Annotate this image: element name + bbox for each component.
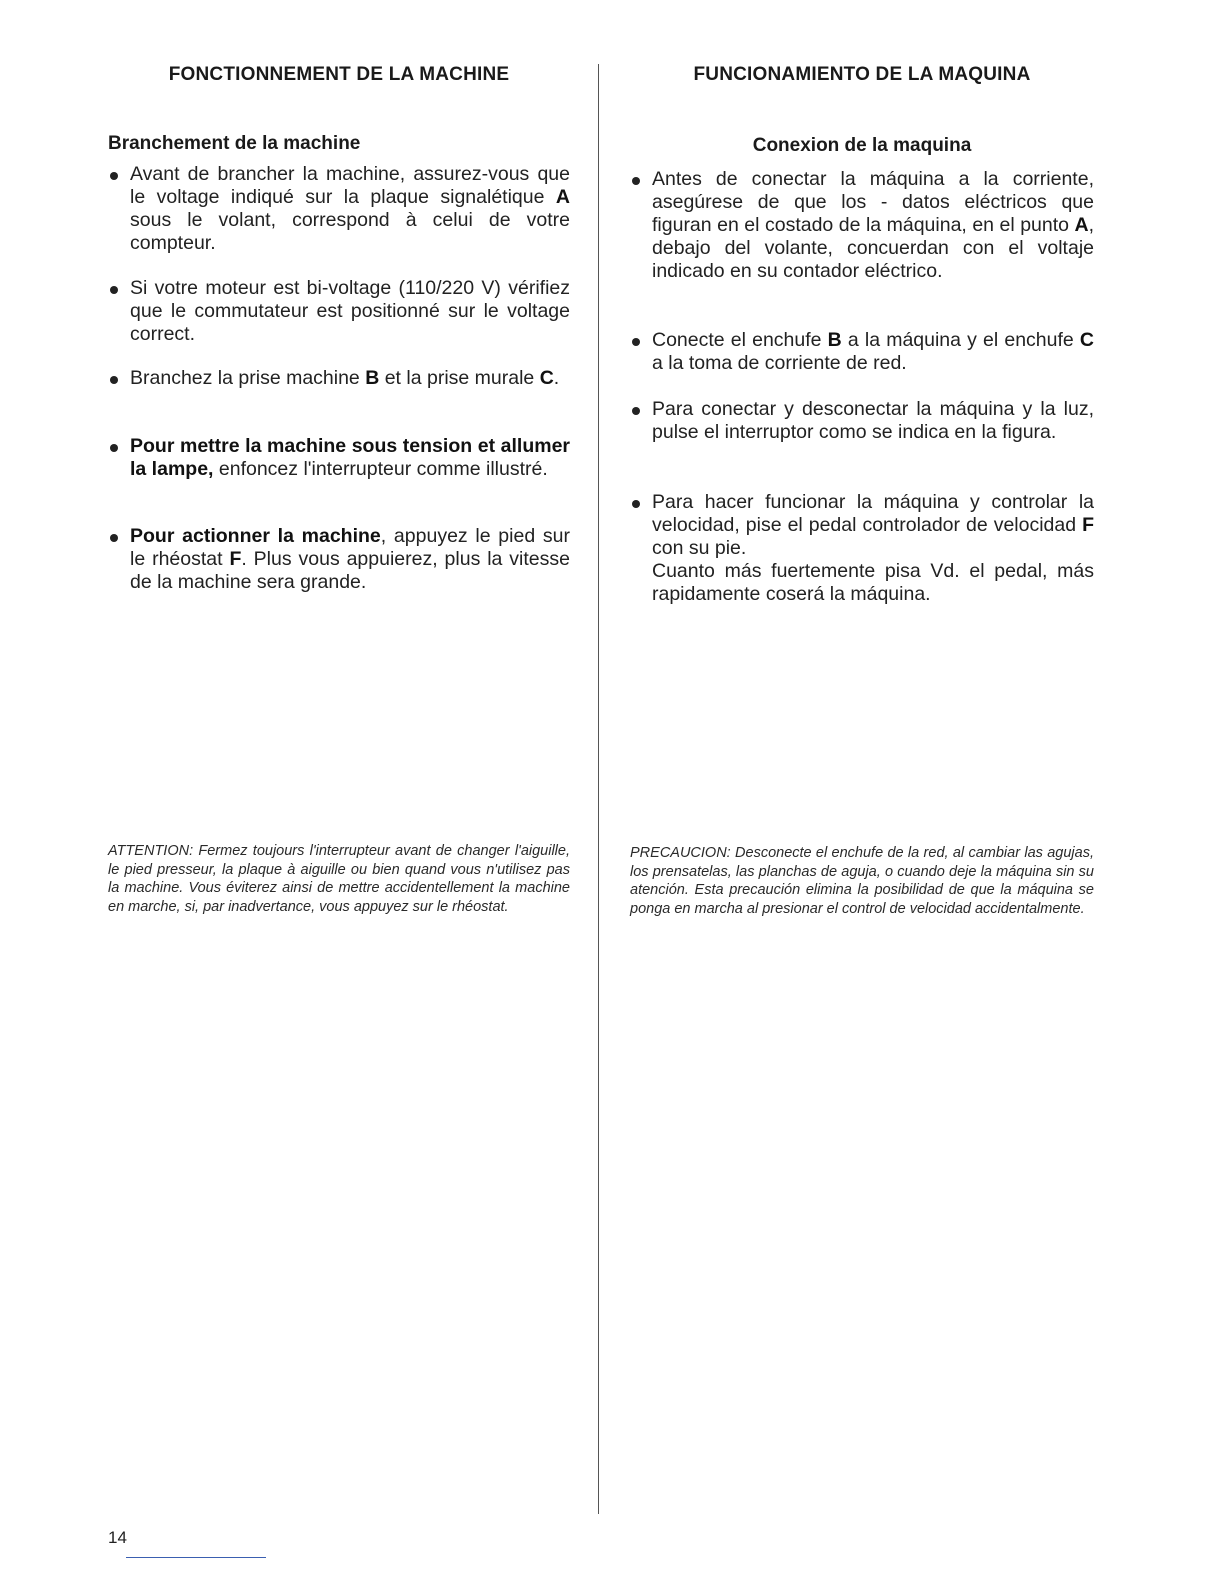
- bullet-dot-icon: [632, 407, 640, 415]
- spanish-column: [630, 0, 1094, 1584]
- bullet-dot-icon: [110, 376, 118, 384]
- bullet-dot-icon: [110, 172, 118, 180]
- column-divider: [598, 64, 599, 1514]
- bullet-dot-icon: [110, 286, 118, 294]
- french-bullet-3: Branchez la prise machine B et la prise murale C.: [108, 367, 570, 390]
- bullet-dot-icon: [632, 500, 640, 508]
- french-bullet-4: Pour mettre la machine sous tension et allumer la lampe, enfoncez l'interrupteur comme illustré.: [108, 435, 570, 481]
- spanish-bullet-4: Para hacer funcionar la máquina y controlar la velocidad, pise el pedal controlador de velocidad F con su pie. Cuanto más fuertemente pisa Vd. el pedal, más rapidamente coserá la máquina.: [630, 491, 1094, 606]
- bullet-dot-icon: [632, 338, 640, 346]
- french-bullet-5: Pour actionner la machine, appuyez le pied sur le rhéostat F. Plus vous appuierez, plus la vitesse de la machine sera grande.: [108, 525, 570, 594]
- french-bullet-2: Si votre moteur est bi-voltage (110/220 V) vérifiez que le commutateur est positionné sur le voltage correct.: [108, 277, 570, 346]
- spanish-subtitle: Conexion de la maquina: [752, 135, 972, 156]
- page-number: 14: [108, 1528, 127, 1547]
- french-section-title: FONCTIONNEMENT DE LA MACHINE: [168, 64, 510, 85]
- french-bullet-1: Avant de brancher la machine, assurez-vous que le voltage indiqué sur la plaque signalétique A sous le volant, correspond à celui de votre compteur.: [108, 163, 570, 255]
- spanish-bullet-1: Antes de conectar la máquina a la corriente, asegúrese de que los - datos eléctricos que figuran en el costado de la máquina, en el punto A, debajo del volante, concuerdan con el voltaje indicado en su contador eléctrico.: [630, 168, 1094, 283]
- french-subtitle: Branchement de la machine: [108, 133, 361, 154]
- bullet-dot-icon: [110, 444, 118, 452]
- bullet-dot-icon: [632, 177, 640, 185]
- footer-rule: [126, 1557, 266, 1558]
- spanish-bullet-3: Para conectar y desconectar la máquina y la luz, pulse el interruptor como se indica en la figura.: [630, 398, 1094, 444]
- french-column: [108, 0, 570, 1584]
- spanish-warning: PRECAUCION: Desconecte el enchufe de la red, al cambiar las agujas, los prensatelas, las planchas de aguja, o cuando deje la máquina sin su atención. Esta precaución elimina la posibilidad de que la máquina se ponga en marcha al presionar el control de velocidad accidentalmente.: [630, 845, 1094, 917]
- spanish-bullet-2: Conecte el enchufe B a la máquina y el enchufe C a la toma de corriente de red.: [630, 329, 1094, 375]
- bullet-dot-icon: [110, 534, 118, 542]
- french-warning: ATTENTION: Fermez toujours l'interrupteur avant de changer l'aiguille, le pied presseur, la plaque à aiguille ou bien quand vous n'utilisez pas la machine. Vous éviterez ainsi de mettre accidentellement la machine en marche, si, par inadvertance, vous appuyez sur le rhéostat.: [108, 843, 570, 915]
- spanish-section-title: FUNCIONAMIENTO DE LA MAQUINA: [693, 64, 1031, 85]
